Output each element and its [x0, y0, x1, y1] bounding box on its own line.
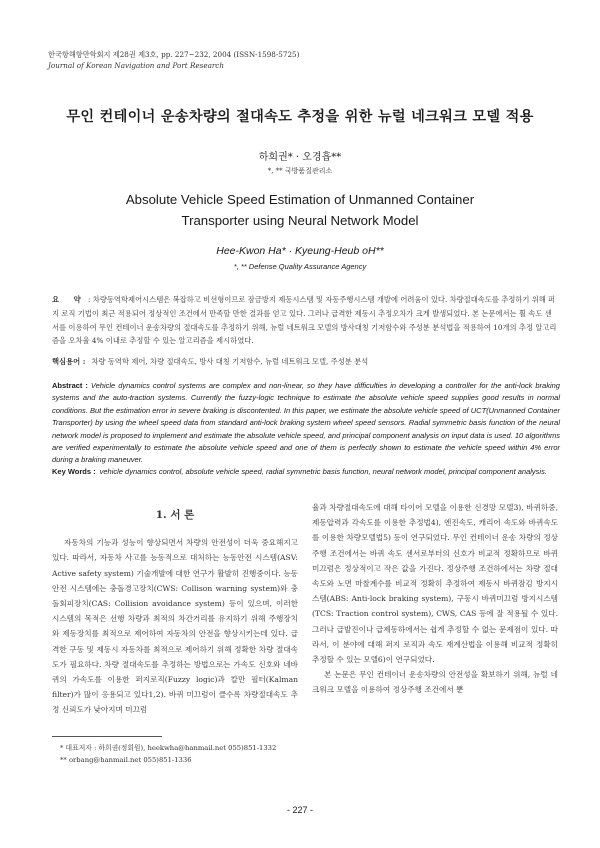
- paper-title-en: [0, 189, 600, 231]
- keywords-ko: [52, 357, 558, 367]
- journal-header: [48, 49, 299, 71]
- page-number: - 227 -: [286, 805, 313, 815]
- footnote-coauthor: ** orbang@hanmail.net 055)851-1336: [60, 756, 192, 764]
- abstract-en-text: Vehicle dynamics control systems are complex and non-linear, so they have difficulties in developing a controller for the anti-lock braking systems and the auto-traction systems. Currently the fuzzy-logic technique to estimate the absolute vehicle speed supplies good results in normal conditions. But the estimation error in severe braking is discontented. In this paper, we estimate the absolute vehicle speed of UCT(Unmanned Container Transporter) by using the wheel speed data from standard anti-lock braking system wheel speed sensors. Radial symmetric basis function of the neural network model is proposed to implement and estimate the absolute vehicle speed, and principal component analysis on input data is used. 10 algorithms are verified experimentally to estimate the absolute vehicle speed and one of them is perfectly shown to estimate the vehicle speed within 4% error during a braking maneuver.: [52, 381, 560, 465]
- body-paragraph: 율과 차량절대속도에 대해 타이어 모델을 이용한 신경망 모델3), 바퀴하중, 제동압력과 각속도를 이용한 추정법4), 엔진속도, 캐리어 속도와 바퀴속도를 이용한 차량모델법5) 등이 연구되었다. 무인 컨테이너 운송 차량의 정상주행 조건에서는 바퀴 속도 센서로부터의 신호가 비교적 정확하므로 바퀴 미끄럼은 정상적이고 작은 값을 가진다. 정상주행 조건하에서는 차량 절대속도와 노면 마찰계수를 비교적 정확히 추정하여 제동시 바퀴잠김 방지시스템(ABS: Anti-lock braking system), 구동시 바퀴미끄럼 방지시스템(TCS: Traction control system), CWS, CAS 등에 잘 적용될 수 있다. 그러나 급발진이나 급제동하에서는 쉽게 추정할 수 없는 문제점이 있다. 따라서, 이 분야에 대해 퍼지 로직과 속도 재계산법을 이용해 비교적 정확히 추정할 수 있는 모델6)이 연구되었다.: [312, 503, 558, 665]
- body-column-left: [52, 500, 298, 718]
- authors-en: Hee-Kwon Ha* · Kyeung-Heub oH**: [216, 245, 384, 257]
- body-paragraph: 자동차의 기능과 성능이 향상되면서 차량의 안전성이 더욱 중요해지고 있다. 따라서, 자동차 사고를 능동적으로 대처하는 능동안전 시스템(ASV: Active safety system) 기술개발에 대한 연구가 활발히 진행중이다. 능동안전 시스템에는 충돌경고장치(CWS: Collison warning system)와 충돌회피장치(CAS: Collision avoidance system) 등이 있으며, 이러한 시스템의 목적은 선행 차량과 최적의 차간거리를 유지하기 위해 주행장치와 제동장치를 최적으로 제어하여 자동차의 안전을 향상시키는데 있다. 급격한 구동 및 제동시 자동차를 최적으로 제어하기 위해 정확한 차량 절대속도가 필요하다. 차량 절대속도를 추정하는 방법으로는 가속도 신호와 네바퀴의 가속도를 이용한 퍼지로직(Fuzzy logic)과 칼만 필터(Kalman filter)가 많이 응용되고 있다1,2). 바퀴 미끄럼이 클수록 차량절대속도 추정 신뢰도가 낮아지며 미끄럼: [52, 538, 298, 715]
- abstract-ko-text: : 차량동역학제어시스템은 복잡하고 비선형이므로 잠금방지 제동시스템 및 자동주행시스템 개발에 어려움이 있다. 차량절대속도를 추정하기 위해 퍼지 로직 기법이 최근 적용되어 정상적인 조건에서 만족할 만한 결과를 얻고 있다. 그러나 급격한 제동시 추정오차가 크게 발생되었다. 본 논문에서는 휠 속도 센서를 이용하여 무인 컨테이너 운송차량의 절대속도를 추정하기 위해, 뉴럴 네트워크 모델의 방사대칭 기저함수와 주성분 분석법을 적용하여 10개의 추정 알고리즘을 오차율 4% 이내로 추정할 수 있는 알고리즘을 제시하였다.: [52, 295, 557, 346]
- keywords-ko-text: 차량 동역학 제어, 차량 절대속도, 방사 대칭 기저함수, 뉴럴 네트워크 모델, 주성분 분석: [91, 357, 369, 366]
- title-en-line2: Transporter using Neural Network Model: [181, 213, 419, 228]
- affiliation-en: *, ** Defense Quality Assurance Agency: [233, 262, 367, 271]
- keywords-ko-label: 핵심용어 :: [52, 357, 86, 366]
- abstract-en-label: Abstract :: [52, 381, 88, 390]
- section-heading: 1. 서 론: [155, 509, 195, 521]
- body-column-right: [312, 500, 558, 698]
- authors-ko: 하희권* · 오경흡**: [258, 152, 342, 163]
- body-paragraph: 본 논문은 무인 컨테이너 운송차량의 안전성을 확보하기 위해, 뉴럴 네크워크 모델을 이용하여 정상주행 조건에서 뿐: [312, 670, 558, 695]
- abstract-en: [52, 380, 560, 467]
- journal-citation-ko: 한국항해항만학회지 제28권 제3호, pp. 227~232, 2004 (ISSN-1598-5725): [48, 50, 300, 59]
- abstract-ko-label: 요 약: [52, 295, 87, 304]
- keywords-en: [52, 466, 560, 478]
- affiliation-ko: *, ** 국방품질관리소: [267, 167, 333, 175]
- journal-name-en: Journal of Korean Navigation and Port Research: [48, 61, 224, 70]
- keywords-en-text: vehicle dynamics control, absolute vehicle speed, radial symmetric basis function, neural network model, principal component analysis.: [99, 467, 547, 476]
- title-en-line1: Absolute Vehicle Speed Estimation of Unmanned Container: [125, 192, 475, 207]
- footnotes: [60, 742, 276, 766]
- footnote-corresponding-author: * 대표저자 : 하희권(정회원), heekwha@hanmail.net 055)851-1332: [60, 744, 277, 752]
- paper-title-ko: 무인 컨테이너 운송차량의 절대속도 추정을 위한 뉴럴 네크워크 모델 적용: [66, 109, 534, 125]
- footnote-divider: [52, 736, 162, 737]
- abstract-ko: [52, 293, 558, 348]
- keywords-en-label: Key Words :: [52, 467, 96, 476]
